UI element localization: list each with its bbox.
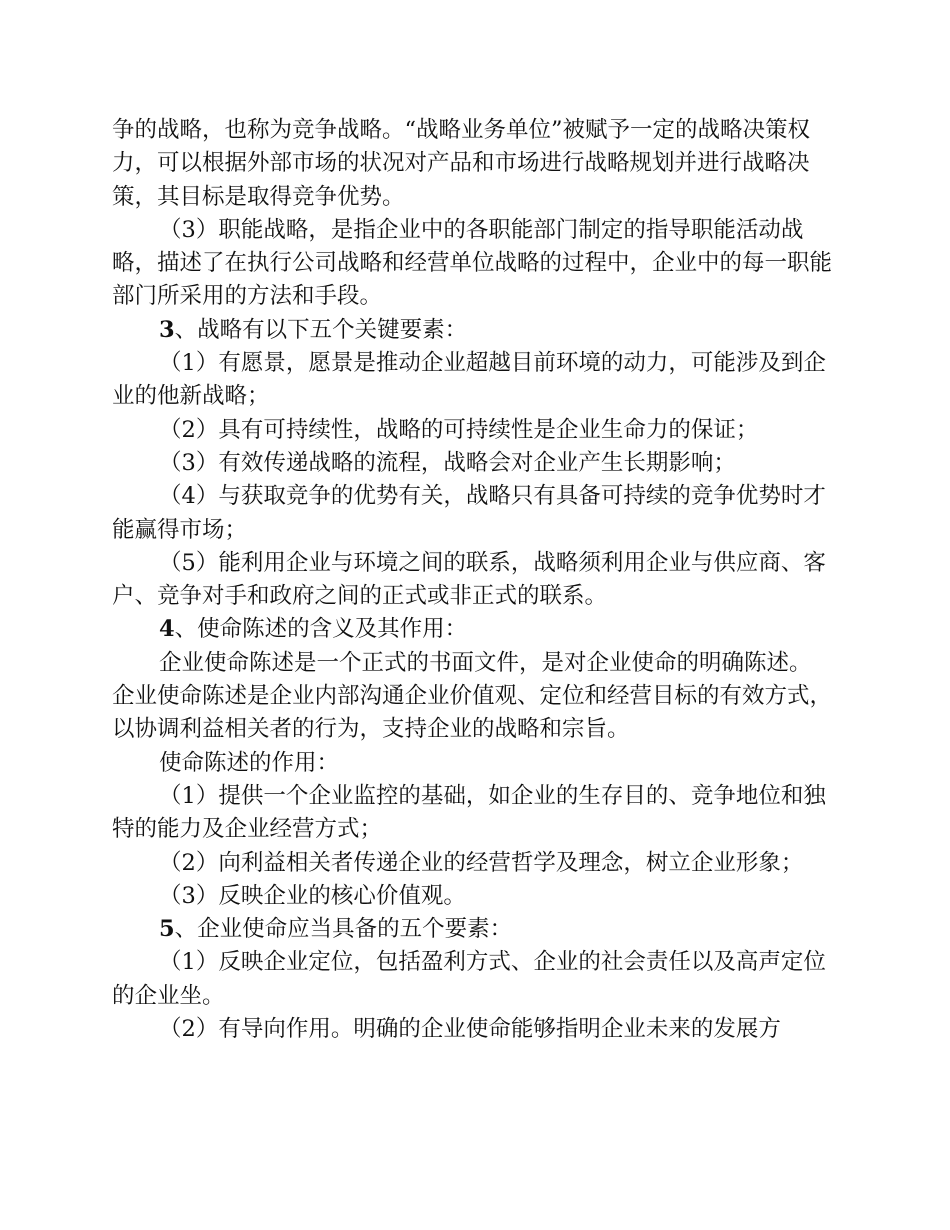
list-item-text: （3）有效传递战略的流程，战略会对企业产生长期影响；	[159, 449, 736, 476]
paragraph-text: （3）职能战略，是指企业中的各职能部门制定的指导职能活动战略，描述了在执行公司战略和经营单位战略的过程中，企业中的每一职能部门所采用的方法和手段。	[112, 216, 833, 310]
list-item-text: （3）反映企业的核心价值观。	[159, 882, 466, 909]
paragraph-text: 使命陈述的作用：	[159, 749, 340, 776]
section-number: 3	[159, 316, 175, 343]
section-heading-text: 、使命陈述的含义及其作用：	[174, 616, 468, 643]
list-item	[112, 880, 832, 913]
list-item-text: （2）向利益相关者传递企业的经营哲学及理念，树立企业形象；	[159, 849, 804, 876]
paragraph-text: 企业使命陈述是一个正式的书面文件，是对企业使命的明确陈述。企业使命陈述是企业内部沟通企业价值观、定位和经营目标的有效方式，以协调利益相关者的行为，支持企业的战略和宗旨。	[112, 649, 833, 743]
list-item	[112, 347, 832, 414]
list-item-text: （1）有愿景，愿景是推动企业超越目前环境的动力，可能涉及到企业的他新战略；	[112, 350, 826, 410]
section-heading-5	[112, 913, 832, 946]
list-item-text: （1）反映企业定位，包括盈利方式、企业的社会责任以及高声定位的企业坐。	[112, 949, 826, 1009]
list-item-text: （2）具有可持续性，战略的可持续性是企业生命力的保证；	[159, 416, 759, 443]
list-item	[112, 414, 832, 447]
list-item	[112, 480, 832, 547]
section-heading-text: 、战略有以下五个关键要素：	[174, 316, 468, 343]
list-item	[112, 1013, 832, 1046]
list-item-text: （2）有导向作用。明确的企业使命能够指明企业未来的发展方	[159, 1016, 781, 1043]
paragraph-subheading	[112, 747, 832, 780]
list-item	[112, 946, 832, 1013]
section-heading-4	[112, 613, 832, 646]
list-item	[112, 847, 832, 880]
list-item-text: （5）能利用企业与环境之间的联系，战略须利用企业与供应商、客户、竞争对手和政府之间的正式或非正式的联系。	[112, 549, 826, 610]
list-item-text: （4）与获取竞争的优势有关，战略只有具备可持续的竞争优势时才能赢得市场；	[112, 483, 826, 543]
section-heading-text: 、企业使命应当具备的五个要素：	[174, 916, 513, 943]
list-item	[112, 780, 832, 847]
section-heading-3	[112, 314, 832, 347]
list-item	[112, 447, 832, 480]
list-item-text: （1）提供一个企业监控的基础，如企业的生存目的、竞争地位和独特的能力及企业经营方式；	[112, 782, 826, 843]
list-item	[112, 547, 832, 614]
document-page	[112, 114, 832, 1046]
paragraph-competitive-strategy	[112, 114, 832, 214]
paragraph-mission-statement	[112, 647, 832, 747]
section-number: 4	[159, 616, 175, 643]
paragraph-functional-strategy	[112, 214, 832, 314]
paragraph-text: 争的战略，也称为竞争战略。“战略业务单位”被赋予一定的战略决策权力，可以根据外部市场的状况对产品和市场进行战略规划并进行战略决策，其目标是取得竞争优势。	[112, 117, 811, 210]
section-number: 5	[159, 916, 175, 943]
